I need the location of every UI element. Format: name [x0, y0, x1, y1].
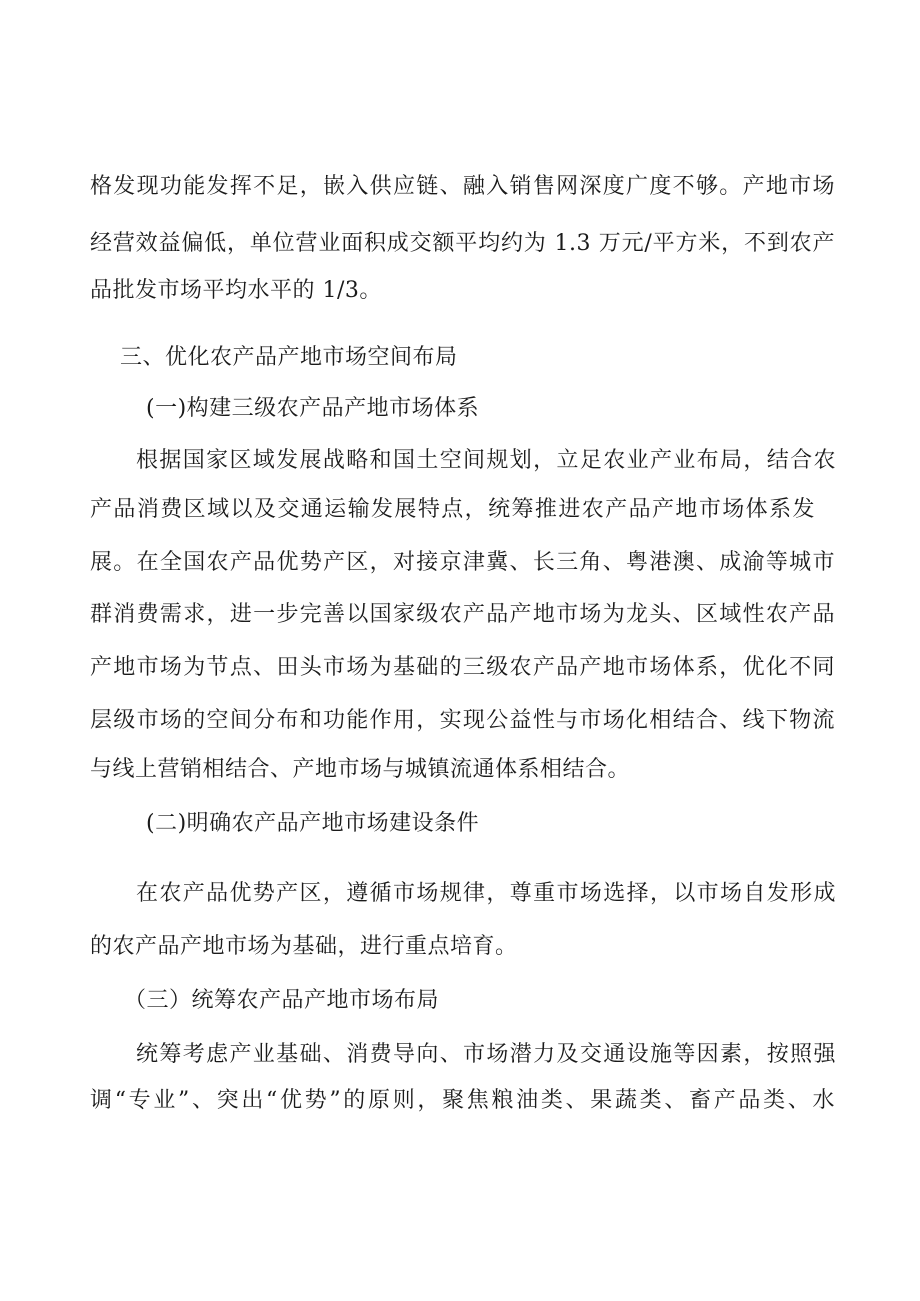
subsection-heading: (一)构建三级农产品产地市场体系	[146, 396, 480, 421]
paragraph-line: 在农产品优势产区，遵循市场规律，尊重市场选择，以市场自发形成	[136, 881, 836, 906]
paragraph-line: 群消费需求，进一步完善以国家级农产品产地市场为龙头、区域性农产品	[90, 602, 835, 627]
paragraph-line: 产品消费区域以及交通运输发展特点，统筹推进农产品产地市场体系发	[90, 497, 815, 522]
subsection-heading: （三）统筹农产品产地市场布局	[124, 988, 440, 1013]
paragraph-line: 的农产品产地市场为基础，进行重点培育。	[90, 934, 518, 959]
section-heading: 三、优化农产品产地市场空间布局	[120, 345, 458, 370]
paragraph-line: 经营效益偏低，单位营业面积成交额平均约为 1.3 万元/平方米，不到农产	[90, 231, 835, 256]
paragraph-line: 根据国家区域发展战略和国土空间规划，立足农业产业布局，结合农	[136, 448, 836, 473]
paragraph-line: 统筹考虑产业基础、消费导向、市场潜力及交通设施等因素，按照强	[136, 1042, 836, 1067]
paragraph-line: 调“专业”、突出“优势”的原则，聚焦粮油类、果蔬类、畜产品类、水	[90, 1088, 835, 1113]
paragraph-line: 与线上营销相结合、产地市场与城镇流通体系相结合。	[90, 757, 631, 782]
paragraph-line: 层级市场的空间分布和功能作用，实现公益性与市场化相结合、线下物流	[90, 708, 835, 733]
paragraph-line: 产地市场为节点、田头市场为基础的三级农产品产地市场体系，优化不同	[90, 655, 835, 680]
paragraph-line: 品批发市场平均水平的 1/3。	[90, 278, 382, 303]
subsection-heading: (二)明确农产品产地市场建设条件	[146, 811, 480, 836]
paragraph-line: 格发现功能发挥不足，嵌入供应链、融入销售网深度广度不够。产地市场	[90, 174, 835, 199]
paragraph-line: 展。在全国农产品优势产区，对接京津冀、长三角、粤港澳、成渝等城市	[90, 550, 835, 575]
